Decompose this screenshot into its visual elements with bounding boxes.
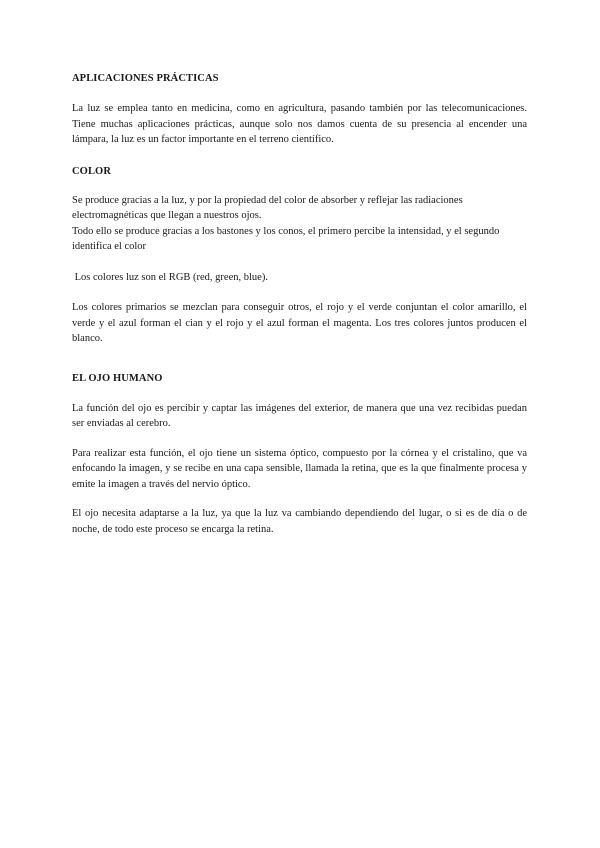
paragraph-color-2: Todo ello se produce gracias a los bastones y los conos, el primero percibe la intensidad, y el segundo identifica el color xyxy=(72,225,500,252)
paragraph-color-4: Los colores primarios se mezclan para conseguir otros, el rojo y el verde conjuntan el color amarillo, el verde y el azul forman el cian y el rojo y el azul forman el magenta. Los tres colores juntos producen el blanco. xyxy=(72,302,527,344)
paragraph-ojo-2: Para realizar esta función, el ojo tiene un sistema óptico, compuesto por la córnea y el cristalino, que va enfocando la imagen, y se recibe en una capa sensible, llamada la retina, que es la que finalmente procesa y emite la imagen a través del nervio óptico. xyxy=(72,447,527,490)
paragraph-aplicaciones: La luz se emplea tanto en medicina, como en agricultura, pasando también por las telecomunicaciones. Tiene muchas aplicaciones prácticas, aunque solo nos damos cuenta de su presencia al encender una lámpara, la luz es un factor importante en el terreno científico. xyxy=(72,103,527,145)
paragraph-ojo-1: La función del ojo es percibir y captar las imágenes del exterior, de manera que una vez recibidas puedan ser enviadas al cerebro. xyxy=(72,402,527,429)
section-title-color: COLOR xyxy=(72,165,112,177)
paragraph-color-1: Se produce gracias a la luz, y por la propiedad del color de absorber y reflejar las radiaciones electromagnéticas que llegan a nuestros ojos. xyxy=(72,194,463,221)
paragraph-color-3: Los colores luz son el RGB (red, green, blue). xyxy=(72,271,268,283)
section-title-aplicaciones: APLICACIONES PRÁCTICAS xyxy=(72,73,219,84)
document-page xyxy=(72,72,527,537)
section-title-ojo-humano: EL OJO HUMANO xyxy=(72,372,163,384)
paragraph-ojo-3: El ojo necesita adaptarse a la luz, ya que la luz va cambiando dependiendo del lugar, o si es de día o de noche, de todo este proceso se encarga la retina. xyxy=(72,508,527,535)
